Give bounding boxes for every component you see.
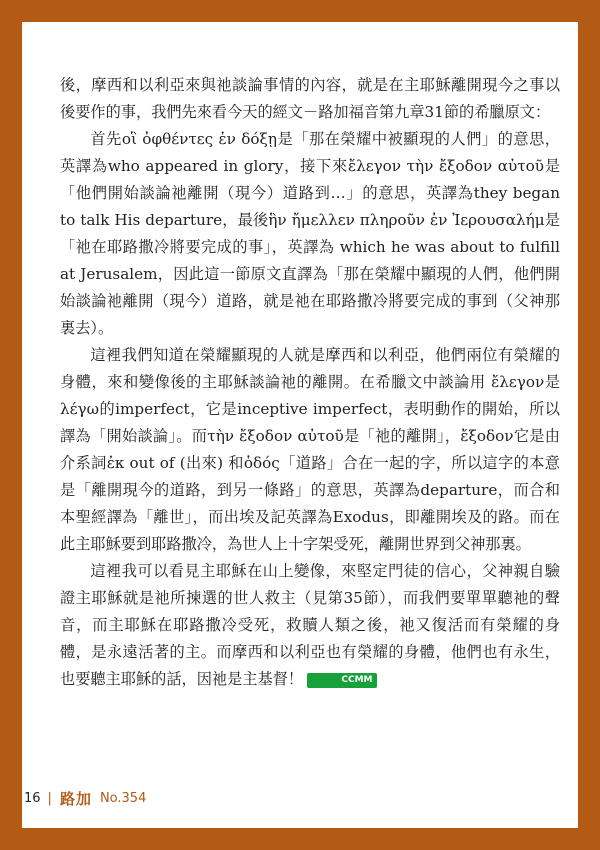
page-number: 16 [24, 790, 41, 806]
issue-number: No.354 [99, 790, 147, 806]
magazine-logo: 路加 [59, 789, 92, 808]
paper [22, 22, 578, 828]
paragraph-1: 後，摩西和以利亞來與祂談論事情的內容，就是在主耶穌離開現今之事以後要作的事，我們先來看今天的經文－路加福音第九章31節的希臘原文： [60, 76, 560, 121]
page-footer [24, 786, 146, 810]
paragraph-4 [60, 558, 560, 693]
paragraph-2: 首先οἳ ὀφθέντες ἐν δόξῃ是「那在榮耀中被顯現的人們」的意思，英譯為who appeared in glory，接下來ἔλεγον τὴν ἔξοδον αὐτοῦ是「他們開始談論祂離開（現今）道路到…」的意思，英譯為they began to talk His departure，最後ἣν ἤμελλεν πληροῦν ἐν Ἰερουσαλήμ是「祂在耶路撒冷將要完成的事」，英譯為 which he was about to fulfill at Jerusalem，因此這一節原文直譯為「那在榮耀中顯現的人們，他們開始談論祂離開（現今）道路，就是祂在耶路撒冷將要完成的事到（父神那裏去）。 [60, 130, 560, 337]
paragraph-3: 這裡我們知道在榮耀顯現的人就是摩西和以利亞，他們兩位有榮耀的身體，來和變像後的主耶穌談論祂的離開。在希臘文中談論用 ἔλεγον是λέγω的imperfect，它是inceptive imperfect，表明動作的開始，所以譯為「開始談論」。而τὴν ἔξοδον αὐτοῦ是「祂的離開」，ἔξοδον它是由介系詞ἐκ out of (出來) 和ὁδός「道路」合在一起的字，所以這字的本意是「離開現今的道路，到另一條路」的意思，英譯為departure，而合和本聖經譯為「離世」，而出埃及記英譯為Exodus，即離開埃及的路。而在此主耶穌要到耶路撒冷，為世人上十字架受死，離開世界到父神那裏。 [60, 346, 560, 553]
ccmm-badge: CCMM [307, 673, 377, 688]
footer-separator: | [47, 790, 52, 806]
article-body [60, 72, 560, 693]
paragraph-4-text: 這裡我可以看見主耶穌在山上變像，來堅定門徒的信心，父神親自驗證主耶穌就是祂所揀選的世人救主（見第35節），而我們要單單聽祂的聲音，而主耶穌在耶路撒冷受死，救贖人類之後，祂又復活而有榮耀的身體，是永遠活著的主。而摩西和以利亞也有榮耀的身體，他們也有永生，也要聽主耶穌的話，因祂是主基督！ [60, 562, 560, 688]
